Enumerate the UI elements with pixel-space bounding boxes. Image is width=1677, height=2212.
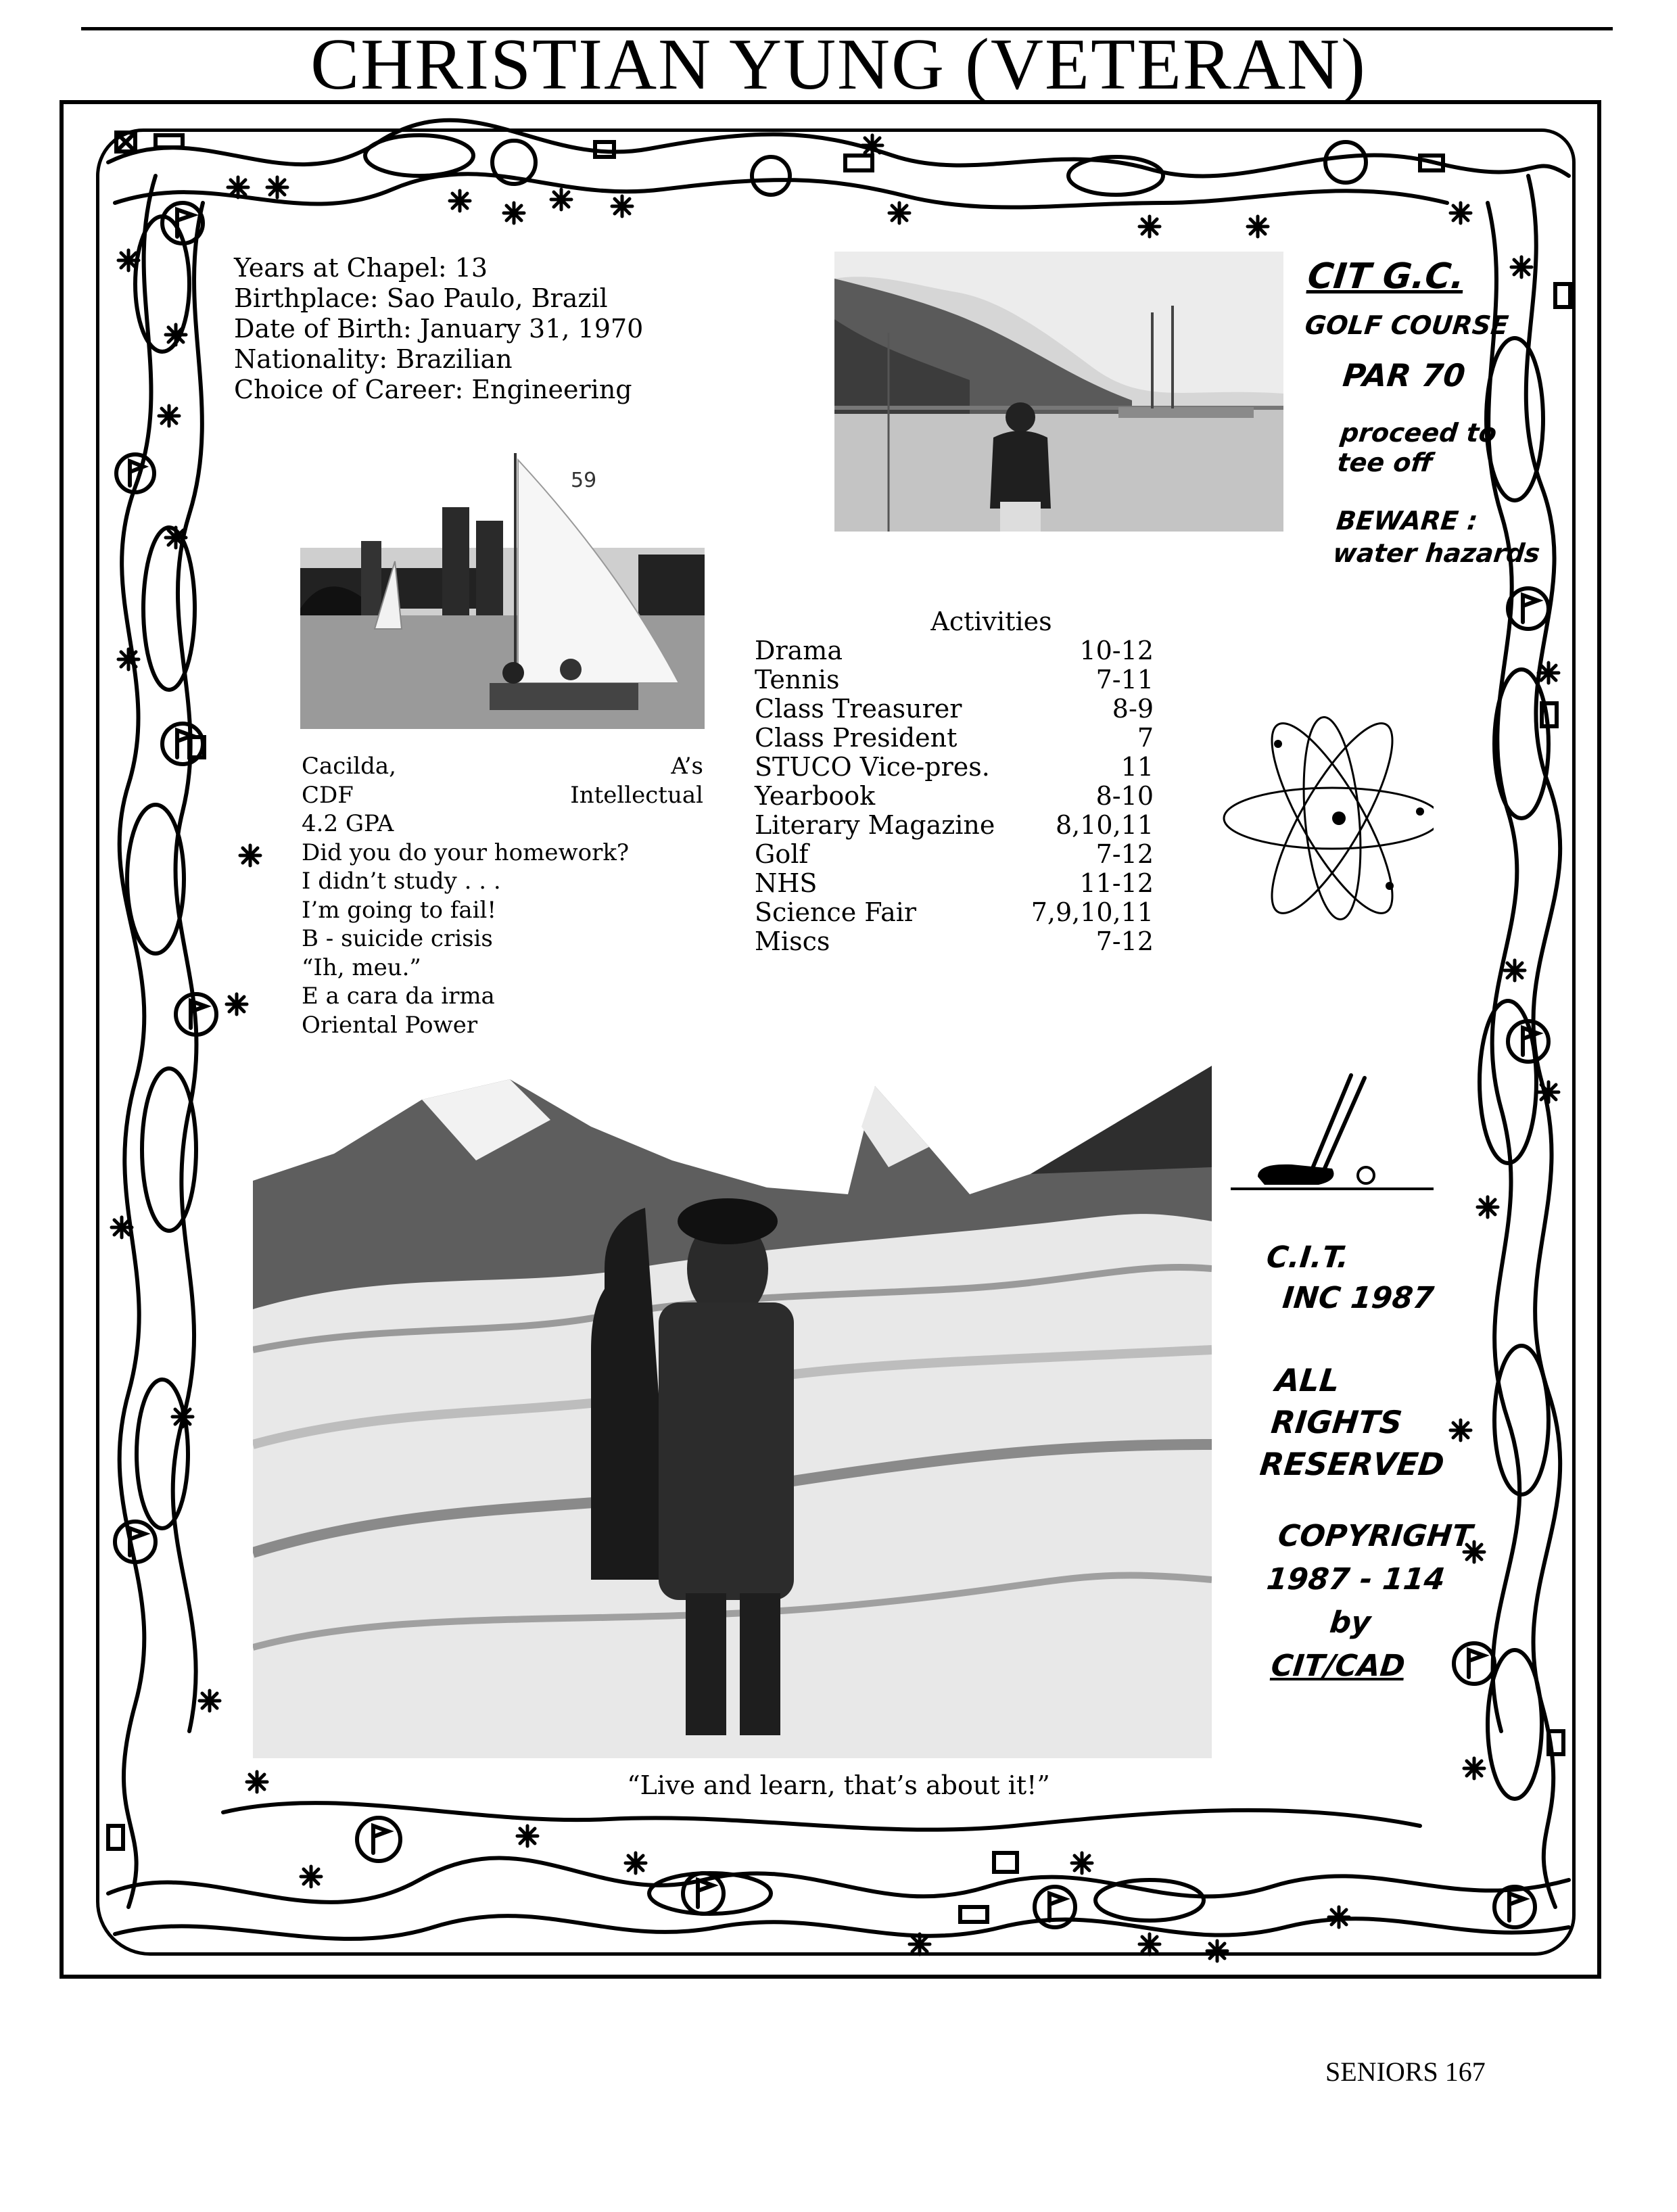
activity-name: STUCO Vice-pres.	[755, 752, 990, 782]
hand-proceed-line: tee off	[1336, 448, 1434, 477]
activity-years: 11	[1120, 752, 1154, 782]
hand-beware	[1331, 504, 1545, 569]
activity-years: 7-12	[1095, 926, 1154, 956]
sailboat-photo	[300, 446, 705, 729]
activity-name: Tennis	[755, 665, 840, 695]
activity-row	[755, 869, 1154, 898]
senior-quote: “Live and learn, that’s about it!”	[627, 1770, 1050, 1800]
note-line: Did you do your homework?	[302, 839, 630, 866]
hand-proceed-line: proceed to	[1339, 418, 1498, 448]
glacier-photo	[253, 1066, 1212, 1758]
activity-years: 8,10,11	[1055, 810, 1154, 840]
bio-years: Years at Chapel: 13	[234, 253, 488, 283]
activity-name: Golf	[755, 839, 809, 869]
sail-number: 59	[571, 469, 597, 492]
activity-years: 8-9	[1112, 694, 1154, 724]
hand-golf-course: GOLF COURSE	[1303, 310, 1510, 340]
activity-years: 7-12	[1095, 839, 1154, 869]
activity-row	[755, 898, 1154, 927]
activity-row	[755, 753, 1154, 782]
hand-beware-line: BEWARE :	[1335, 506, 1480, 536]
hand-copyright-line: by	[1328, 1605, 1373, 1640]
hand-rights-line: ALL	[1273, 1362, 1342, 1398]
note-line: E a cara da irma	[302, 983, 495, 1010]
hand-copyright	[1235, 1515, 1475, 1688]
hand-rights-line: RIGHTS	[1269, 1404, 1404, 1440]
harbor-photo	[834, 252, 1283, 532]
activity-name: Miscs	[755, 926, 830, 956]
activity-row	[755, 665, 1154, 695]
bio-birthplace: Birthplace: Sao Paulo, Brazil	[234, 283, 608, 313]
activity-row	[755, 811, 1154, 840]
bio-date-of-birth: Date of Birth: January 31, 1970	[234, 314, 644, 344]
nicknames-notes	[302, 752, 703, 1039]
note-line: “Ih, meu.”	[302, 954, 421, 981]
hand-cit-line: INC 1987	[1281, 1281, 1436, 1315]
note-line: Oriental Power	[302, 1011, 478, 1039]
activity-years: 10-12	[1079, 636, 1154, 665]
bio-nationality: Nationality: Brazilian	[234, 344, 513, 374]
hand-par: PAR 70	[1341, 357, 1467, 394]
note-line: I’m going to fail!	[302, 896, 497, 924]
hand-beware-line: water hazards	[1331, 538, 1542, 568]
activity-name: Drama	[755, 636, 843, 665]
note-nickname-4: Intellectual	[570, 781, 703, 809]
activity-name: Literary Magazine	[755, 810, 995, 840]
hand-cit-line: C.I.T.	[1265, 1240, 1351, 1275]
activity-years: 7	[1137, 723, 1154, 753]
activities-heading: Activities	[930, 607, 1052, 636]
note-nickname-3: CDF	[302, 781, 354, 809]
bio-career: Choice of Career: Engineering	[234, 375, 632, 404]
note-line: B - suicide crisis	[302, 925, 493, 952]
activity-years: 8-10	[1095, 781, 1154, 811]
note-nickname-2: A’s	[671, 753, 703, 780]
bio-facts	[234, 253, 643, 405]
hand-rights-line: RESERVED	[1258, 1446, 1446, 1482]
golf-club-icon	[1231, 1068, 1434, 1204]
activity-name: Science Fair	[755, 897, 917, 927]
activity-row	[755, 636, 1154, 665]
activity-row	[755, 782, 1154, 811]
hand-rights	[1237, 1359, 1455, 1485]
hand-course-name: CIT G.C.	[1305, 256, 1467, 297]
activity-years: 7,9,10,11	[1031, 897, 1154, 927]
activities-list	[755, 607, 1154, 956]
activity-row	[755, 927, 1154, 956]
page-footer: SENIORS 167	[1325, 2056, 1486, 2087]
hand-copyright-line: COPYRIGHT	[1276, 1519, 1474, 1553]
atom-icon	[1217, 683, 1434, 940]
hand-copyright-line: CIT/CAD	[1269, 1649, 1407, 1683]
activity-row	[755, 724, 1154, 753]
activity-row	[755, 840, 1154, 869]
activity-years: 11-12	[1079, 868, 1154, 898]
activity-row	[755, 695, 1154, 724]
hand-cit-inc	[1240, 1238, 1440, 1319]
page-title: CHRISTIAN YUNG (VETERAN)	[310, 24, 1367, 105]
activity-years: 7-11	[1095, 665, 1154, 695]
note-nickname-1: Cacilda,	[302, 753, 396, 780]
activity-name: NHS	[755, 868, 818, 898]
activity-name: Yearbook	[755, 781, 876, 811]
note-line: 4.2 GPA	[302, 810, 394, 837]
note-line: I didn’t study . . .	[302, 868, 501, 895]
hand-proceed	[1336, 418, 1498, 477]
activity-name: Class Treasurer	[755, 694, 962, 724]
activity-name: Class President	[755, 723, 958, 753]
hand-copyright-line: 1987 - 114	[1265, 1562, 1447, 1597]
